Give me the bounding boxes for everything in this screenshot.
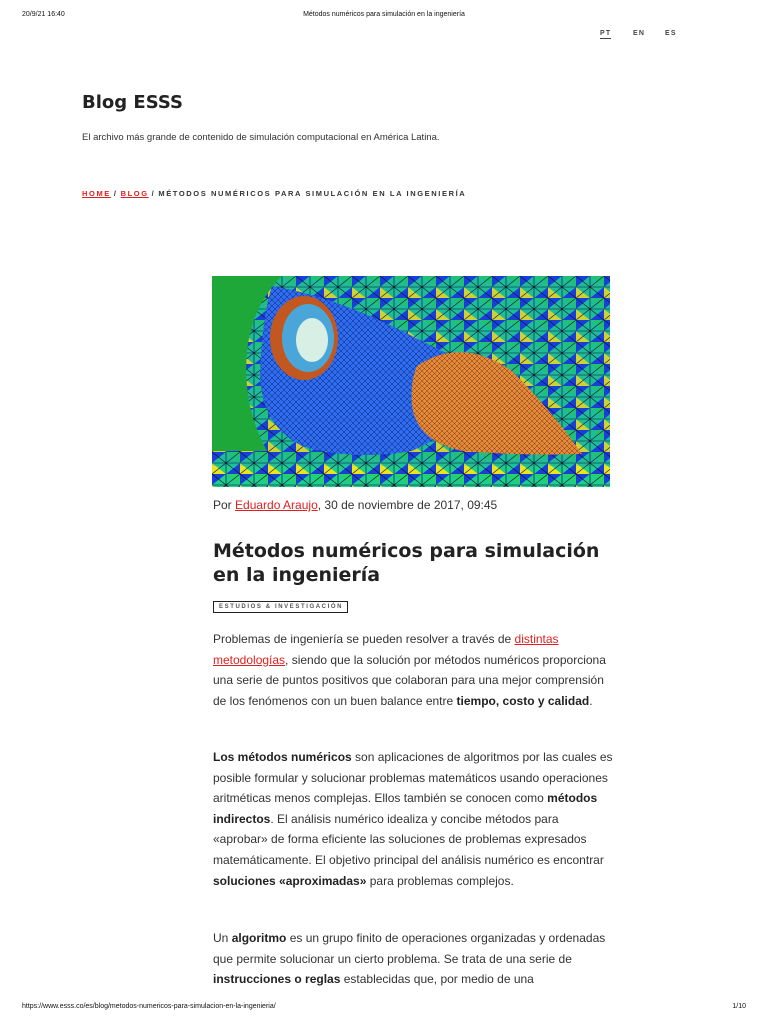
category-badge[interactable]: ESTUDIOS & INVESTIGACIÓN (213, 601, 348, 613)
site-title[interactable]: Blog ESSS (82, 92, 183, 113)
post-byline (213, 498, 497, 512)
paragraph-text: para problemas complejos. (366, 873, 514, 888)
bold-text: soluciones «aproximadas» (213, 873, 367, 888)
paragraph-3 (213, 928, 613, 990)
bold-text: métodos indirectos (213, 791, 598, 826)
bold-text: Los métodos numéricos (213, 750, 352, 764)
site-tagline: El archivo más grande de contenido de simulación computacional en América Latina. (82, 132, 440, 143)
paragraph-text: es un grupo finito de operaciones organizadas y ordenadas que permite solucionar un cierto problema. Se trata de una serie de (213, 931, 606, 966)
paragraph-text: Problemas de ingeniería se pueden resolver a través de (213, 632, 515, 646)
breadcrumb-blog-link[interactable]: BLOG (120, 189, 149, 198)
lang-es-link[interactable]: ES (665, 30, 677, 37)
print-page-number: 1/10 (732, 1003, 746, 1010)
print-url: https://www.esss.co/es/blog/metodos-numericos-para-simulacion-en-la-ingenieria/ (22, 1003, 276, 1010)
print-date: 20/9/21 16:40 (22, 11, 65, 18)
paragraph-text: . (589, 693, 593, 708)
bold-text: algoritmo (231, 931, 287, 945)
breadcrumb-separator: / (113, 189, 118, 198)
breadcrumb-separator: / (151, 189, 156, 198)
post-date: , 30 de noviembre de 2017, 09:45 (317, 498, 498, 512)
paragraph-1 (213, 629, 613, 711)
paragraph-text: establecidas que, por medio de una (340, 972, 534, 987)
distintas-metodologias-link[interactable]: distintas metodologías (213, 632, 559, 667)
bold-text: instrucciones o reglas (213, 972, 341, 987)
paragraph-text: Un (213, 931, 232, 945)
paragraph-text: . El análisis numérico idealiza y concibe métodos para «aprobar» de forma eficiente las soluciones de problemas expresados matemáticamente. El objetivo principal del análisis numérico es encontrar (213, 811, 604, 867)
bold-text: tiempo, costo y calidad (456, 693, 590, 708)
post-title: Métodos numéricos para simulación en la ingeniería (213, 540, 600, 586)
lang-pt-link[interactable]: PT (600, 30, 612, 37)
paragraph-2 (213, 747, 613, 891)
paragraph-text: , siendo que la solución por métodos numéricos proporciona una serie de puntos positivos que colaboran para una mejor comprensión de los fenómenos con un buen balance entre (213, 652, 606, 708)
paragraph-text: son aplicaciones de algoritmos por las cuales es posible formular y solucionar problemas matemáticos usando operaciones aritméticas menos complejas. Ellos también se conocen como (213, 750, 613, 806)
cfd-mesh-image (212, 276, 610, 487)
byline-prefix: Por (213, 498, 236, 512)
breadcrumb-current: MÉTODOS NUMÉRICOS PARA SIMULACIÓN EN LA INGENIERÍA (158, 189, 467, 198)
print-doc-title: Métodos numéricos para simulación en la ingeniería (303, 11, 465, 18)
breadcrumb-home-link[interactable]: HOME (82, 189, 111, 198)
author-link[interactable]: Eduardo Araujo (235, 498, 318, 512)
breadcrumb (82, 189, 466, 198)
lang-en-link[interactable]: EN (633, 30, 646, 37)
